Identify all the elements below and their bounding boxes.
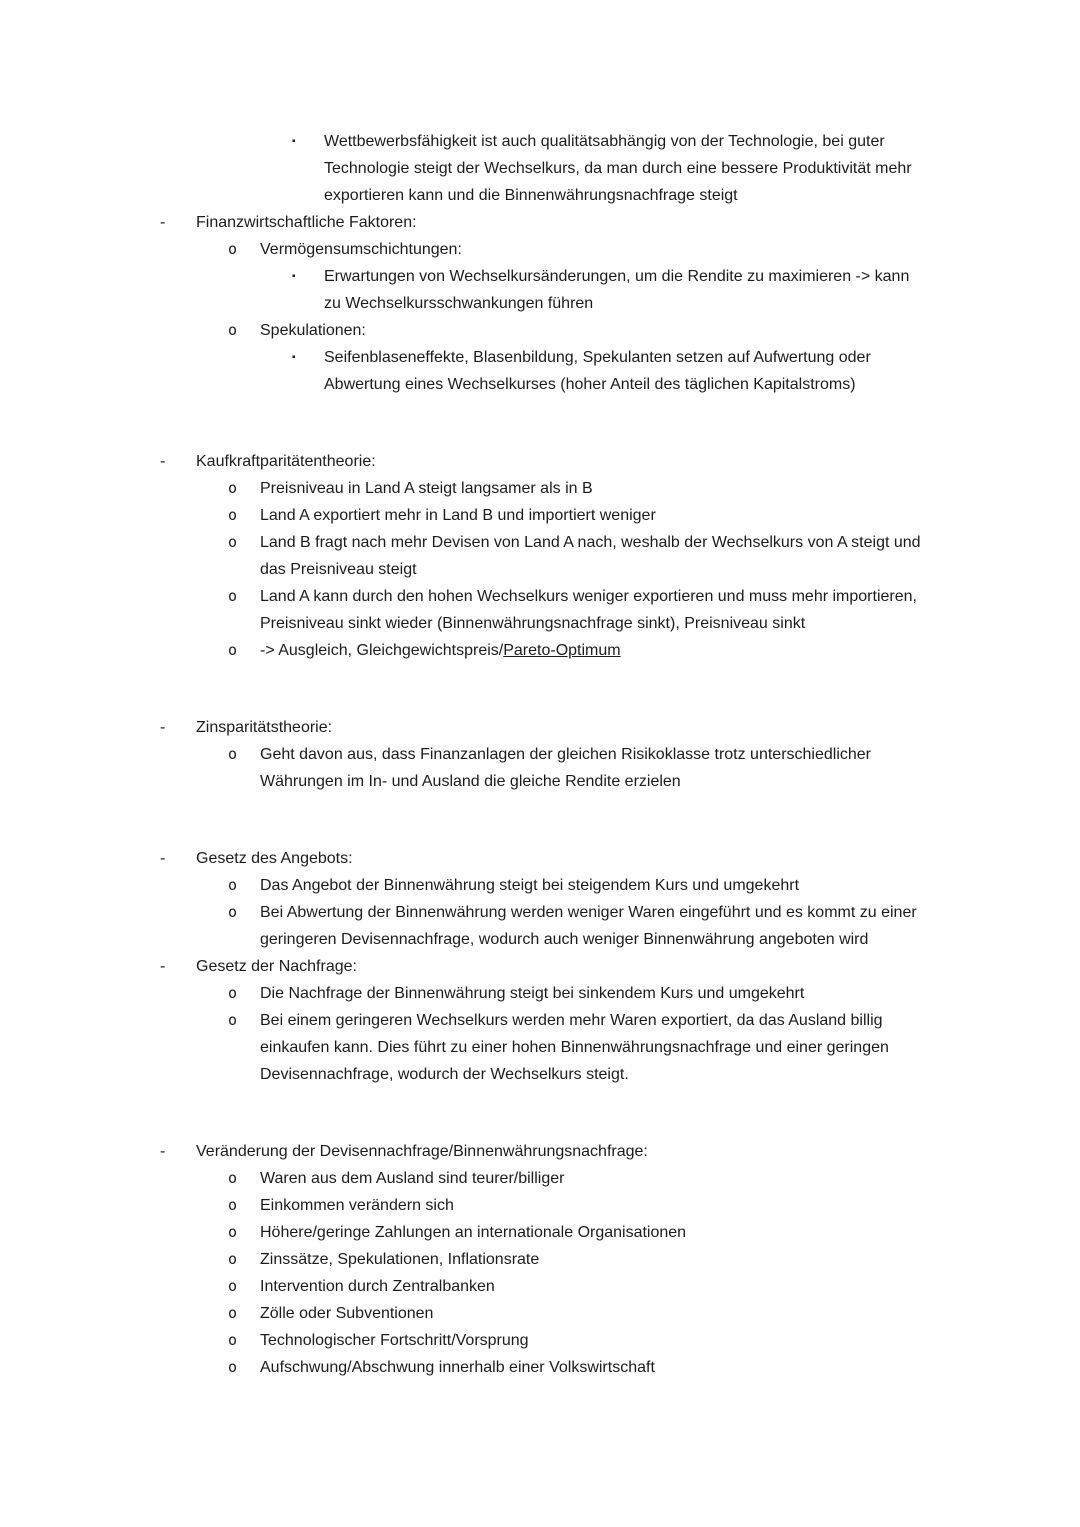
- list-item: [228, 980, 925, 1007]
- list-item: [228, 1354, 925, 1381]
- list-item-text: Finanzwirtschaftliche Faktoren:: [196, 214, 417, 231]
- list-item-text: Waren aus dem Ausland sind teurer/billiger: [260, 1170, 565, 1187]
- list-item: [292, 344, 925, 398]
- list-item-text: Land A exportiert mehr in Land B und importiert weniger: [260, 507, 656, 524]
- list-item-text: Geht davon aus, dass Finanzanlagen der gleichen Risikoklasse trotz unterschiedlicher Währungen im In- und Ausland die gleiche Rendite erzielen: [260, 746, 872, 790]
- circle-bullet-marker: o: [228, 1196, 238, 1214]
- list-item: [160, 1138, 925, 1165]
- circle-bullet-marker: o: [228, 1331, 238, 1349]
- circle-bullet-marker: o: [228, 506, 238, 524]
- list-item: [228, 1219, 925, 1246]
- list-item: [292, 263, 925, 317]
- list-item-text: Zinssätze, Spekulationen, Inflationsrate: [260, 1251, 540, 1268]
- list-item: [228, 236, 925, 263]
- list-item-text: Aufschwung/Abschwung innerhalb einer Volkswirtschaft: [260, 1359, 655, 1376]
- circle-bullet-marker: o: [228, 1223, 238, 1241]
- list-item-text: Die Nachfrage der Binnenwährung steigt bei sinkendem Kurs und umgekehrt: [260, 985, 805, 1002]
- list-item: [228, 1246, 925, 1273]
- list-item-text: Vermögensumschichtungen:: [260, 241, 462, 258]
- blank-line: [160, 820, 925, 845]
- circle-bullet-marker: o: [228, 240, 238, 258]
- list-item: [160, 714, 925, 741]
- dash-bullet-marker: -: [160, 850, 166, 867]
- list-item: [228, 1300, 925, 1327]
- list-item: [160, 953, 925, 980]
- underlined-text-run: Pareto-Optimum: [503, 642, 621, 659]
- list-item-text: Bei Abwertung der Binnenwährung werden weniger Waren eingeführt und es kommt zu einer geringeren Devisennachfrage, wodurch auch weniger Binnenwährung angeboten wird: [260, 904, 917, 948]
- list-item: [228, 637, 925, 664]
- list-item: [228, 1327, 925, 1354]
- dash-bullet-marker: -: [160, 719, 166, 736]
- list-item-text: Land A kann durch den hohen Wechselkurs weniger exportieren und muss mehr importieren, Preisniveau sinkt wieder (Binnenwährungsnachfrage sinkt), Preisniveau sinkt: [260, 588, 917, 632]
- blank-line: [160, 398, 925, 423]
- list-item: [292, 128, 925, 209]
- list-item-text: Technologischer Fortschritt/Vorsprung: [260, 1332, 529, 1349]
- square-bullet-marker: ▪: [292, 136, 296, 147]
- list-item-text: Kaufkraftparitätentheorie:: [196, 453, 376, 470]
- list-item: [228, 1007, 925, 1088]
- list-item: [228, 872, 925, 899]
- circle-bullet-marker: o: [228, 587, 238, 605]
- list-item-text: Veränderung der Devisennachfrage/Binnenwährungsnachfrage:: [196, 1143, 648, 1160]
- blank-line: [160, 423, 925, 448]
- list-item: [160, 209, 925, 236]
- square-bullet-marker: ▪: [292, 352, 296, 363]
- list-item: [160, 448, 925, 475]
- list-item-text: [260, 637, 925, 664]
- circle-bullet-marker: o: [228, 745, 238, 763]
- list-item-text: Einkommen verändern sich: [260, 1197, 454, 1214]
- list-item-text: Zölle oder Subventionen: [260, 1305, 434, 1322]
- circle-bullet-marker: o: [228, 903, 238, 921]
- dash-bullet-marker: -: [160, 453, 166, 470]
- circle-bullet-marker: o: [228, 533, 238, 551]
- circle-bullet-marker: o: [228, 1011, 238, 1029]
- circle-bullet-marker: o: [228, 1304, 238, 1322]
- list-item-text: Höhere/geringe Zahlungen an internationale Organisationen: [260, 1224, 687, 1241]
- blank-line: [160, 795, 925, 820]
- list-item: [228, 475, 925, 502]
- list-item: [228, 899, 925, 953]
- list-item-text: Intervention durch Zentralbanken: [260, 1278, 495, 1295]
- blank-line: [160, 664, 925, 689]
- list-item: [228, 529, 925, 583]
- blank-line: [160, 1088, 925, 1113]
- circle-bullet-marker: o: [228, 1169, 238, 1187]
- circle-bullet-marker: o: [228, 641, 238, 659]
- list-item: [228, 1273, 925, 1300]
- list-item-text: Das Angebot der Binnenwährung steigt bei steigendem Kurs und umgekehrt: [260, 877, 800, 894]
- list-item: [228, 502, 925, 529]
- list-item: [228, 1165, 925, 1192]
- list-item: [228, 741, 925, 795]
- list-item-text: Wettbewerbsfähigkeit ist auch qualitätsabhängig von der Technologie, bei guter Technologie steigt der Wechselkurs, da man durch eine bessere Produktivität mehr exportieren kann und die Binnenwährungsnachfrage steigt: [324, 133, 912, 204]
- list-item-text: Land B fragt nach mehr Devisen von Land A nach, weshalb der Wechselkurs von A steigt und das Preisniveau steigt: [260, 534, 921, 578]
- list-item: [228, 1192, 925, 1219]
- circle-bullet-marker: o: [228, 1358, 238, 1376]
- circle-bullet-marker: o: [228, 876, 238, 894]
- circle-bullet-marker: o: [228, 479, 238, 497]
- dash-bullet-marker: -: [160, 1143, 166, 1160]
- circle-bullet-marker: o: [228, 1250, 238, 1268]
- list-item-text: Zinsparitätstheorie:: [196, 719, 333, 736]
- list-item-text: Spekulationen:: [260, 322, 366, 339]
- dash-bullet-marker: -: [160, 214, 166, 231]
- circle-bullet-marker: o: [228, 321, 238, 339]
- list-item: [228, 583, 925, 637]
- list-item-text: Seifenblaseneffekte, Blasenbildung, Spekulanten setzen auf Aufwertung oder Abwertung eines Wechselkurses (hoher Anteil des täglichen Kapitalstroms): [324, 349, 871, 393]
- dash-bullet-marker: -: [160, 958, 166, 975]
- list-item: [228, 317, 925, 344]
- list-item-text: Gesetz der Nachfrage:: [196, 958, 357, 975]
- list-item: [160, 845, 925, 872]
- list-item-text: Erwartungen von Wechselkursänderungen, um die Rendite zu maximieren -> kann zu Wechselkursschwankungen führen: [324, 268, 910, 312]
- square-bullet-marker: ▪: [292, 271, 296, 282]
- blank-line: [160, 689, 925, 714]
- blank-line: [160, 1113, 925, 1138]
- circle-bullet-marker: o: [228, 984, 238, 1002]
- text-run: -> Ausgleich, Gleichgewichtspreis/: [260, 642, 504, 659]
- list-item-text: Gesetz des Angebots:: [196, 850, 353, 867]
- circle-bullet-marker: o: [228, 1277, 238, 1295]
- list-item-text: Bei einem geringeren Wechselkurs werden mehr Waren exportiert, da das Ausland billig einkaufen kann. Dies führt zu einer hohen Binnenwährungsnachfrage und einer geringen Devisennachfrage, wodurch der Wechselkurs steigt.: [260, 1012, 889, 1083]
- list-item-text: Preisniveau in Land A steigt langsamer als in B: [260, 480, 593, 497]
